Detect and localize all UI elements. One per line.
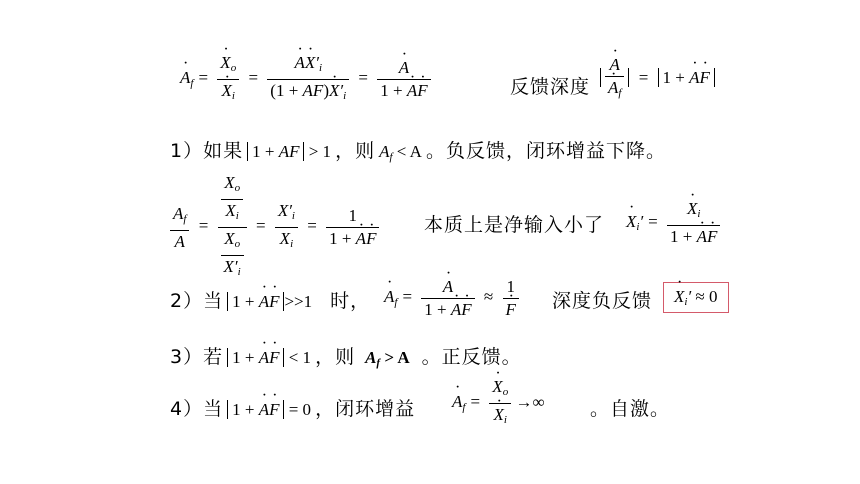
net-input-approx-zero-box: · $X_i' \approx 0$ [663, 282, 729, 313]
positive-feedback-text: 。正反馈。 [421, 346, 522, 368]
case-1-prefix: 1）如果 [170, 140, 244, 162]
closed-loop-gain-formula: · $A_f$ = · $X_o$ · $X_i$ = · $\frac{A\cdot X'_i}{(1 + AF)\cdot X'_i}$ = · $\frac{A}{1 + \cdot A\cdot F}$ [180, 52, 431, 107]
self-oscillation-text: 。自激。 [590, 398, 671, 420]
gain-ratio-formula: $\frac{A_f}{A}$ = $\frac{\frac{X_o}{X_i}}{\frac{X_o}{X'_i}}$ = $\frac{X'_i}{X_i}$ = $\frac{1}{1 + \cdot A\cdot F}$ [170, 172, 379, 283]
feedback-depth-formula: · A · $A_f$ = 1 + · A· F [600, 54, 715, 104]
case-2-line: 2）当 1 + · A· F >>1 时， [170, 286, 370, 313]
case-1-conclusion: 。负反馈，闭环增益下降。 [425, 140, 666, 162]
deep-feedback-gain-formula: · $A_f$ = · $\frac{A}{1 + \cdot A\cdot F}$ ≈ 1 · F [384, 276, 519, 321]
case-4-line: 4）当 1 + · A· F = 0 ，闭环增益 [170, 394, 415, 421]
self-oscillation-formula: · $A_f$ = · $X_o$ · $X_i$ →∞ [452, 376, 545, 431]
net-input-formula: · $X_i'$ = · $\frac{X_i}{1 + \cdot A\cdot F}$ [626, 198, 720, 248]
case-3-line: 3）若 1 + · A· F < 1 ，则 $A_f > A$ 。正反馈。 [170, 342, 522, 369]
deep-negative-feedback-label: 深度负反馈 [552, 290, 653, 312]
net-input-smaller-text: 本质上是净输入小了 [424, 214, 605, 236]
case-1-line: 1）如果 1 + AF > 1 ，则 $A_f < A$ 。负反馈，闭环增益下降。 [170, 140, 666, 163]
feedback-depth-label: 反馈深度 [510, 76, 591, 98]
